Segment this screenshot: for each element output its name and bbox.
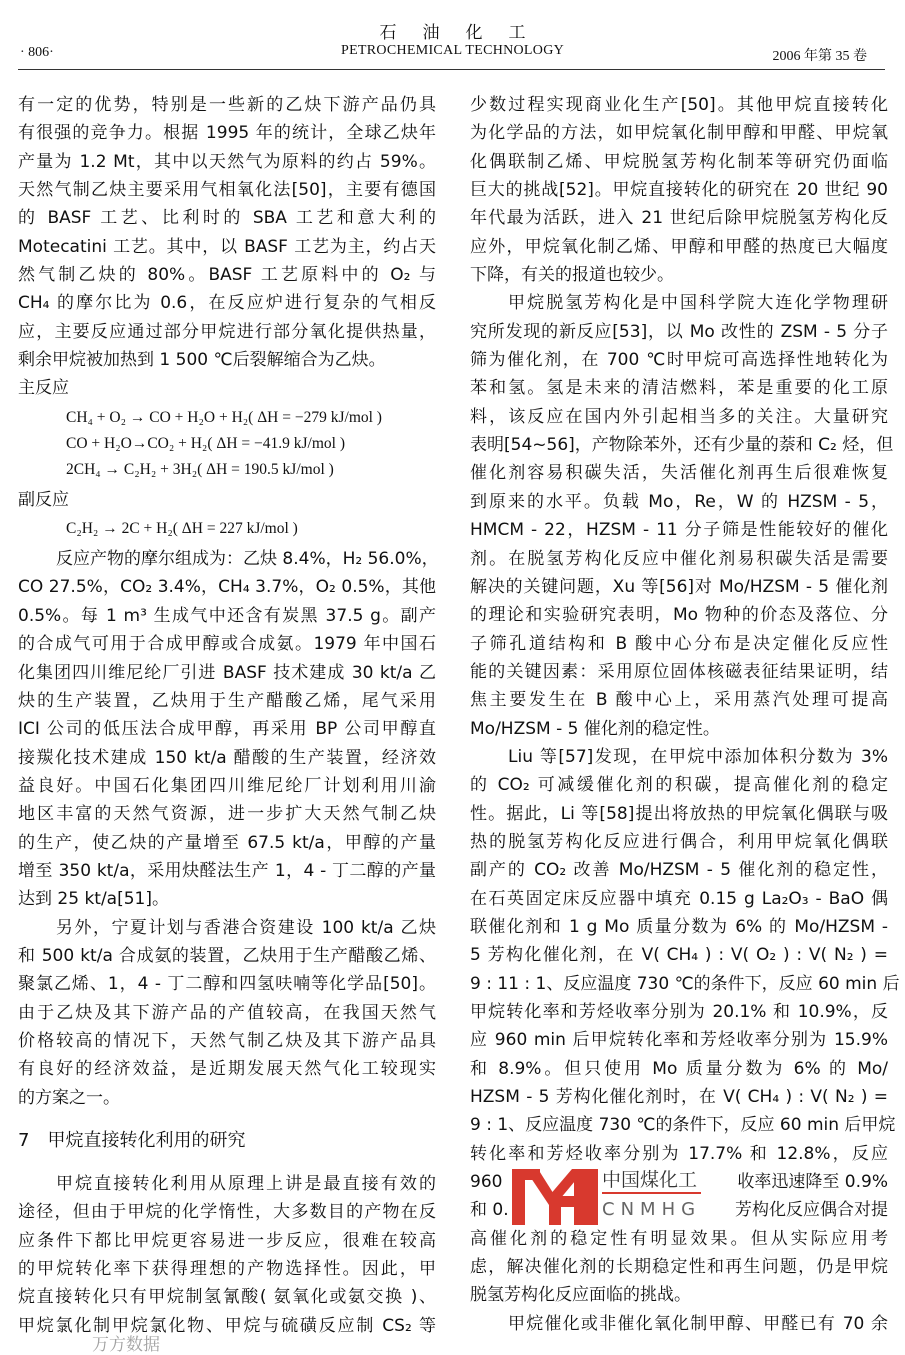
text-line: HMCM - 22，HZSM - 11 分子筛是性能较好的催化 (470, 520, 888, 541)
text-fragment: 960 (470, 1172, 503, 1193)
text-line: 联催化剂和 1 g Mo 质量分数为 6% 的 Mo/HZSM - (470, 916, 888, 937)
text-line: 另外，宁夏计划与香港合资建设 100 kt/a 乙炔 (56, 917, 436, 938)
text-line: 化偶联制乙烯、甲烷脱氢芳构化制苯等研究仍面临 (470, 151, 888, 172)
journal-title-cn: 石油化工 (379, 23, 552, 43)
text-line: 9 : 11 : 1、反应温度 730 ℃的条件下，反应 60 min 后 (470, 973, 900, 994)
text-line: 料，该反应在国内外引起相当多的关注。大量研究 (470, 406, 888, 427)
equation: C₂H₂ → 2C + H₂( ΔH = 227 kJ/mol ) (66, 520, 298, 538)
text-line: Liu 等[57]发现，在甲烷中添加体积分数为 3% (508, 746, 888, 767)
text-line: 苯和氢。氢是未来的清洁燃料，苯是重要的化工原 (470, 378, 888, 399)
text-line: CH₄ 的摩尔比为 0.6，在反应炉进行复杂的气相反 (18, 293, 436, 314)
text-line: 高催化剂的稳定性有明显效果。但从实际应用考 (470, 1228, 888, 1249)
text-line: 的方案之一。 (18, 1087, 120, 1108)
text-line: 筛为催化剂，在 700 ℃时甲烷可高选择性地转化为 (470, 350, 888, 371)
text-line: 反应产物的摩尔组成为：乙炔 8.4%，H₂ 56.0%， (56, 549, 439, 570)
text-line: 应，主要反应通过部分甲烷进行部分氧化提供热量， (18, 321, 436, 342)
text-line: 虑，解决催化剂的长期稳定性和再生问题，仍是甲烷 (470, 1257, 888, 1278)
text-fragment: 芳构化反应偶合对提 (735, 1200, 888, 1221)
equation-group (18, 405, 436, 483)
text-line: 剂。在脱氢芳构化反应中催化剂易积碳失活是需要 (470, 548, 888, 569)
text-line: 热的脱氢芳构化反应进行偶合，利用甲烷氧化偶联 (470, 831, 888, 852)
text-line: 子筛孔道结构和 B 酸中心分布是决定催化反应性 (470, 633, 888, 654)
text-line: 甲烷转化率和芳烃收率分别为 20.1% 和 10.9%，反 (470, 1002, 888, 1022)
logo-text-en: CNMHG (602, 1199, 702, 1220)
text-line: 催化剂容易积碳失活，失活催化剂再生后很难恢复 (470, 463, 888, 484)
text-line: 应条件下都比甲烷更容易进一步反应，很难在较高 (18, 1230, 436, 1251)
left-column (18, 91, 439, 1340)
text-line: 增至 350 kt/a，采用炔醛法生产 1，4 - 丁二醇的产量 (18, 860, 436, 881)
text-line: 年代最为活跃，进入 21 世纪后除甲烷脱氢芳构化反 (470, 208, 888, 229)
text-line: 性。据此，Li 等[58]提出将放热的甲烷氧化偶联与吸 (470, 803, 888, 824)
section-heading: 7 甲烷直接转化利用的研究 (18, 1130, 246, 1151)
text-line: 途径，但由于甲烷的化学惰性，大多数目的产物在反 (18, 1202, 436, 1223)
text-line: 的合成气可用于合成甲醇或合成氨。1979 年中国石 (18, 634, 436, 655)
text-line: 解决的关键问题，Xu 等[56]对 Mo/HZSM - 5 催化剂 (470, 576, 888, 597)
header-rule (18, 69, 885, 70)
text-line: 的 BASF 工艺、比利时的 SBA 工艺和意大利的 (18, 208, 436, 229)
text-line: 在石英固定床反应器中填充 0.15 g La₂O₃ - BaO 偶 (470, 888, 888, 909)
text-line: 究所发现的新反应[53]，以 Mo 改性的 ZSM - 5 分子 (470, 321, 888, 342)
volume-info: 2006 年第 35 卷 (772, 49, 867, 64)
text-line: 转化率和芳烃收率分别为 17.7% 和 12.8%，反应 (470, 1143, 888, 1164)
text-line: 少数过程实现商业化生产[50]。其他甲烷直接转化 (470, 95, 888, 115)
text-line: 益良好。中国石化集团四川维尼纶厂计划利用川渝 (18, 775, 436, 796)
text-line: 炔的生产装置，乙炔用于生产醋酸乙烯，尾气采用 (18, 690, 436, 711)
text-line: 到原来的水平。负载 Mo，Re，W 的 HZSM - 5， (470, 491, 888, 512)
text-line: 焦主要发生在 B 酸中心上，采用蒸汽处理可提高 (470, 690, 888, 711)
text-line: 下降，有关的报道也较少。 (470, 265, 674, 286)
text-fragment: 和 0. (470, 1200, 509, 1221)
text-line: 应外，甲烷氧化制乙烯、甲醇和甲醛的热度已大幅度 (470, 236, 888, 257)
text-line: 脱氢芳构化反应面临的挑战。 (470, 1285, 691, 1306)
text-line: 的生产，使乙炔的产量增至 67.5 kt/a，甲醇的产量 (18, 832, 436, 853)
equation: CH₄ + O₂ → CO + H₂O + H₂( ΔH = −279 kJ/mol ) (66, 408, 382, 426)
text-line: 有一定的优势，特别是一些新的乙炔下游产品仍具 (18, 95, 436, 115)
text-line: 表明[54~56]，产物除苯外，还有少量的萘和 C₂ 烃，但 (470, 435, 894, 456)
text-line: 天然气制乙炔主要采用气相氧化法[50]，主要有德国 (18, 180, 436, 201)
text-line: 剩余甲烷被加热到 1 500 ℃后裂解缩合为乙炔。 (18, 350, 386, 371)
text-line: 和 500 kt/a 合成氨的装置，乙炔用于生产醋酸乙烯、 (18, 945, 436, 966)
text-line: 甲烷脱氢芳构化是中国科学院大连化学物理研 (508, 293, 888, 314)
text-line: HZSM - 5 芳构化催化剂时，在 V( CH₄ ) : V( N₂ ) = (470, 1087, 888, 1108)
text-line: 达到 25 kt/a[51]。 (18, 889, 169, 910)
equation: 2CH₄ → C₂H₂ + 3H₂( ΔH = 190.5 kJ/mol ) (66, 460, 334, 478)
text-line: 有很强的竞争力。根据 1995 年的统计，全球乙炔年 (18, 123, 436, 144)
text-line: 接羰化技术建成 150 kt/a 醋酸的生产装置，经济效 (18, 747, 436, 768)
text-line: Motecatini 工艺。其中，以 BASF 工艺为主，约占天 (18, 236, 436, 257)
text-line: 和 8.9%。但只使用 Mo 质量分数为 6% 的 Mo/ (470, 1058, 888, 1079)
text-line: 价格较高的情况下，天然气制乙炔及其下游产品具 (18, 1030, 436, 1051)
text-line: 的理论和实验研究表明，Mo 物种的价态及落位、分 (470, 605, 888, 626)
right-column (470, 91, 900, 1338)
text-line: ICI 公司的低压法合成甲醇，再采用 BP 公司甲醇直 (18, 719, 436, 740)
text-line: 有良好的经济效益，是近期发展天然气化工较现实 (18, 1059, 436, 1080)
text-line: 烷直接转化只有甲烷制氢氰酸( 氨氧化或氨交换 )、 (18, 1287, 436, 1308)
text-line: 巨大的挑战[52]。甲烷直接转化的研究在 20 世纪 90 (470, 180, 888, 201)
text-line: 0.5%。每 1 m³ 生成气中还含有炭黑 37.5 g。副产 (18, 605, 436, 626)
cnmhg-logo (512, 1169, 717, 1225)
text-line: Mo/HZSM - 5 催化剂的稳定性。 (470, 718, 720, 739)
text-line: 甲烷氯化制甲烷氯化物、甲烷与硫磺反应制 CS₂ 等 (18, 1315, 436, 1336)
text-fragment: 收率迅速降至 0.9% (737, 1172, 888, 1193)
text-line: 应 960 min 后甲烷转化率和芳烃收率分别为 15.9% (470, 1030, 888, 1051)
text-line: 甲烷直接转化利用从原理上讲是最直接有效的 (56, 1174, 436, 1194)
text-line: 的甲烷转化率下获得理想的产物选择性。因此，甲 (18, 1259, 436, 1280)
equation: CO + H₂O→CO₂ + H₂( ΔH = −41.9 kJ/mol ) (66, 434, 346, 452)
watermark: 万方数据 (92, 1335, 160, 1355)
text-line: 的 CO₂ 可减缓催化剂的积碳，提高催化剂的稳定 (470, 775, 888, 796)
text-line: 为化学品的方法，如甲烷氧化制甲醇和甲醛、甲烷氧 (470, 123, 888, 144)
section-label: 副反应 (18, 489, 69, 510)
text-line: 产量为 1.2 Mt，其中以天然气为原料的约占 59%。 (18, 151, 436, 172)
journal-title-en: PETROCHEMICAL TECHNOLOGY (340, 43, 565, 58)
page-number: · 806· (20, 45, 54, 60)
text-line: 聚氯乙烯、1，4 - 丁二醇和四氢呋喃等化学品[50]。 (18, 974, 436, 995)
text-line: 地区丰富的天然气资源，进一步扩大天然气制乙炔 (18, 804, 436, 825)
text-line: 副产的 CO₂ 改善 Mo/HZSM - 5 催化剂的稳定性， (470, 860, 888, 881)
text-line: 由于乙炔及其下游产品的产值较高，在我国天然气 (18, 1002, 436, 1023)
section-label: 主反应 (18, 378, 69, 399)
text-line: 5 芳构化催化剂，在 V( CH₄ ) : V( O₂ ) : V( N₂ ) = (470, 945, 888, 966)
text-line: CO 27.5%，CO₂ 3.4%，CH₄ 3.7%，O₂ 0.5%，其他 (18, 577, 436, 598)
text-line: 能的关键因素：采用原位固体核磁表征结果证明，结 (470, 661, 888, 682)
text-line: 然气制乙炔的 80%。BASF 工艺原料中的 O₂ 与 (18, 265, 436, 286)
equation-group (18, 516, 436, 542)
text-line: 甲烷催化或非催化氧化制甲醇、甲醛已有 70 余 (508, 1313, 888, 1334)
text-line: 9 : 1、反应温度 730 ℃的条件下，反应 60 min 后甲烷 (470, 1115, 896, 1136)
logo-text-cn: 中国煤化工 (602, 1169, 701, 1194)
text-line: 化集团四川维尼纶厂引进 BASF 技术建成 30 kt/a 乙 (18, 662, 436, 683)
cnmhg-logo-mark-icon (512, 1169, 598, 1225)
